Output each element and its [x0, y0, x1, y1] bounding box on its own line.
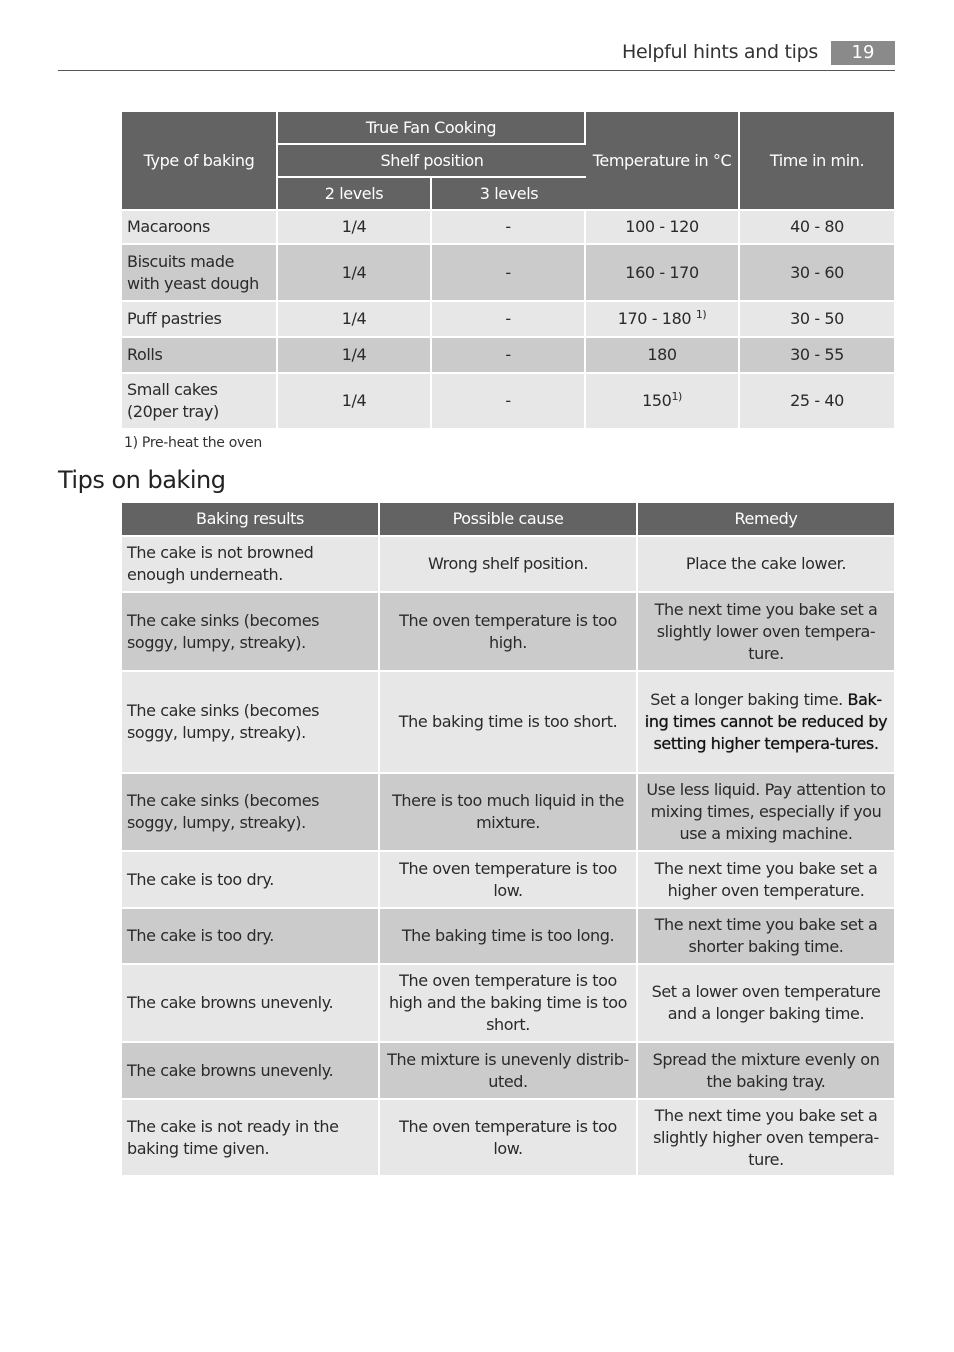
possible-cause: Wrong shelf position.	[380, 537, 638, 593]
shelf-2-levels: 1/4	[278, 302, 432, 338]
temperature: 180	[586, 338, 740, 374]
header-2-levels: 2 levels	[278, 178, 432, 211]
baking-type: Small cakes (20per tray)	[122, 374, 278, 430]
table-row	[122, 672, 894, 774]
shelf-3-levels: -	[432, 211, 586, 245]
remedy: The next time you bake set a higher oven temperature.	[638, 852, 894, 909]
table-row	[122, 909, 894, 965]
header-type-of-baking: Type of baking	[122, 112, 278, 211]
baking-type: Rolls	[122, 338, 278, 374]
shelf-2-levels: 1/4	[278, 374, 432, 430]
time: 30 - 60	[740, 245, 894, 302]
header-3-levels: 3 levels	[432, 178, 586, 211]
table-row	[122, 211, 894, 245]
baking-result: The cake is not ready in the baking time given.	[122, 1100, 380, 1177]
baking-type: Macaroons	[122, 211, 278, 245]
section-title: Tips on baking	[58, 466, 226, 494]
possible-cause: The oven temperature is too low.	[380, 1100, 638, 1177]
possible-cause: The baking time is too long.	[380, 909, 638, 965]
header-temperature: Temperature in °C	[586, 112, 740, 211]
time: 30 - 50	[740, 302, 894, 338]
table-row	[122, 537, 894, 593]
temperature: 100 - 120	[586, 211, 740, 245]
table-row	[122, 1043, 894, 1100]
possible-cause: The mixture is unevenly distrib-uted.	[380, 1043, 638, 1100]
header-shelf-position: Shelf position	[278, 145, 586, 178]
table-row	[122, 1100, 894, 1177]
shelf-2-levels: 1/4	[278, 245, 432, 302]
shelf-3-levels: -	[432, 245, 586, 302]
table-row	[122, 965, 894, 1043]
header-possible-cause: Possible cause	[380, 503, 638, 537]
baking-result: The cake is too dry.	[122, 909, 380, 965]
time: 30 - 55	[740, 338, 894, 374]
possible-cause: There is too much liquid in the mixture.	[380, 774, 638, 852]
running-header-title: Helpful hints and tips	[622, 41, 818, 63]
remedy: The next time you bake set a slightly higher oven tempera-ture.	[638, 1100, 894, 1177]
baking-result: The cake sinks (becomes soggy, lumpy, streaky).	[122, 774, 380, 852]
possible-cause: The baking time is too short.	[380, 672, 638, 774]
table-row	[122, 245, 894, 302]
page-number: 19	[831, 41, 895, 65]
temperature: 160 - 170	[586, 245, 740, 302]
table-row	[122, 593, 894, 672]
table-footnote: 1) Pre-heat the oven	[124, 435, 262, 451]
possible-cause: The oven temperature is too low.	[380, 852, 638, 909]
baking-result: The cake sinks (becomes soggy, lumpy, streaky).	[122, 593, 380, 672]
remedy: Set a longer baking time. Bak-ing times cannot be reduced by setting higher tempera-tures.	[638, 672, 894, 774]
table-row	[122, 338, 894, 374]
tips-table	[122, 503, 894, 1177]
header-divider	[58, 70, 895, 71]
shelf-2-levels: 1/4	[278, 338, 432, 374]
header-time: Time in min.	[740, 112, 894, 211]
table-row	[122, 302, 894, 338]
remedy: The next time you bake set a shorter baking time.	[638, 909, 894, 965]
table-row	[122, 774, 894, 852]
remedy: The next time you bake set a slightly lower oven tempera-ture.	[638, 593, 894, 672]
baking-table	[122, 112, 894, 430]
baking-type: Biscuits made with yeast dough	[122, 245, 278, 302]
header-true-fan-cooking: True Fan Cooking	[278, 112, 586, 145]
shelf-3-levels: -	[432, 374, 586, 430]
baking-type: Puff pastries	[122, 302, 278, 338]
baking-result: The cake browns unevenly.	[122, 965, 380, 1043]
temperature: 150$^{1)}$	[586, 374, 740, 430]
header-baking-results: Baking results	[122, 503, 380, 537]
shelf-2-levels: 1/4	[278, 211, 432, 245]
time: 40 - 80	[740, 211, 894, 245]
baking-result: The cake is too dry.	[122, 852, 380, 909]
table-row	[122, 852, 894, 909]
possible-cause: The oven temperature is too high and the baking time is too short.	[380, 965, 638, 1043]
baking-result: The cake is not browned enough underneath.	[122, 537, 380, 593]
table-row	[122, 374, 894, 430]
shelf-3-levels: -	[432, 338, 586, 374]
header-remedy: Remedy	[638, 503, 894, 537]
shelf-3-levels: -	[432, 302, 586, 338]
temperature: 170 - 180 $^{1)}$	[586, 302, 740, 338]
baking-result: The cake sinks (becomes soggy, lumpy, streaky).	[122, 672, 380, 774]
remedy: Place the cake lower.	[638, 537, 894, 593]
remedy: Set a lower oven temperature and a longer baking time.	[638, 965, 894, 1043]
remedy: Use less liquid. Pay attention to mixing times, especially if you use a mixing machine.	[638, 774, 894, 852]
time: 25 - 40	[740, 374, 894, 430]
remedy: Spread the mixture evenly on the baking tray.	[638, 1043, 894, 1100]
possible-cause: The oven temperature is too high.	[380, 593, 638, 672]
baking-result: The cake browns unevenly.	[122, 1043, 380, 1100]
